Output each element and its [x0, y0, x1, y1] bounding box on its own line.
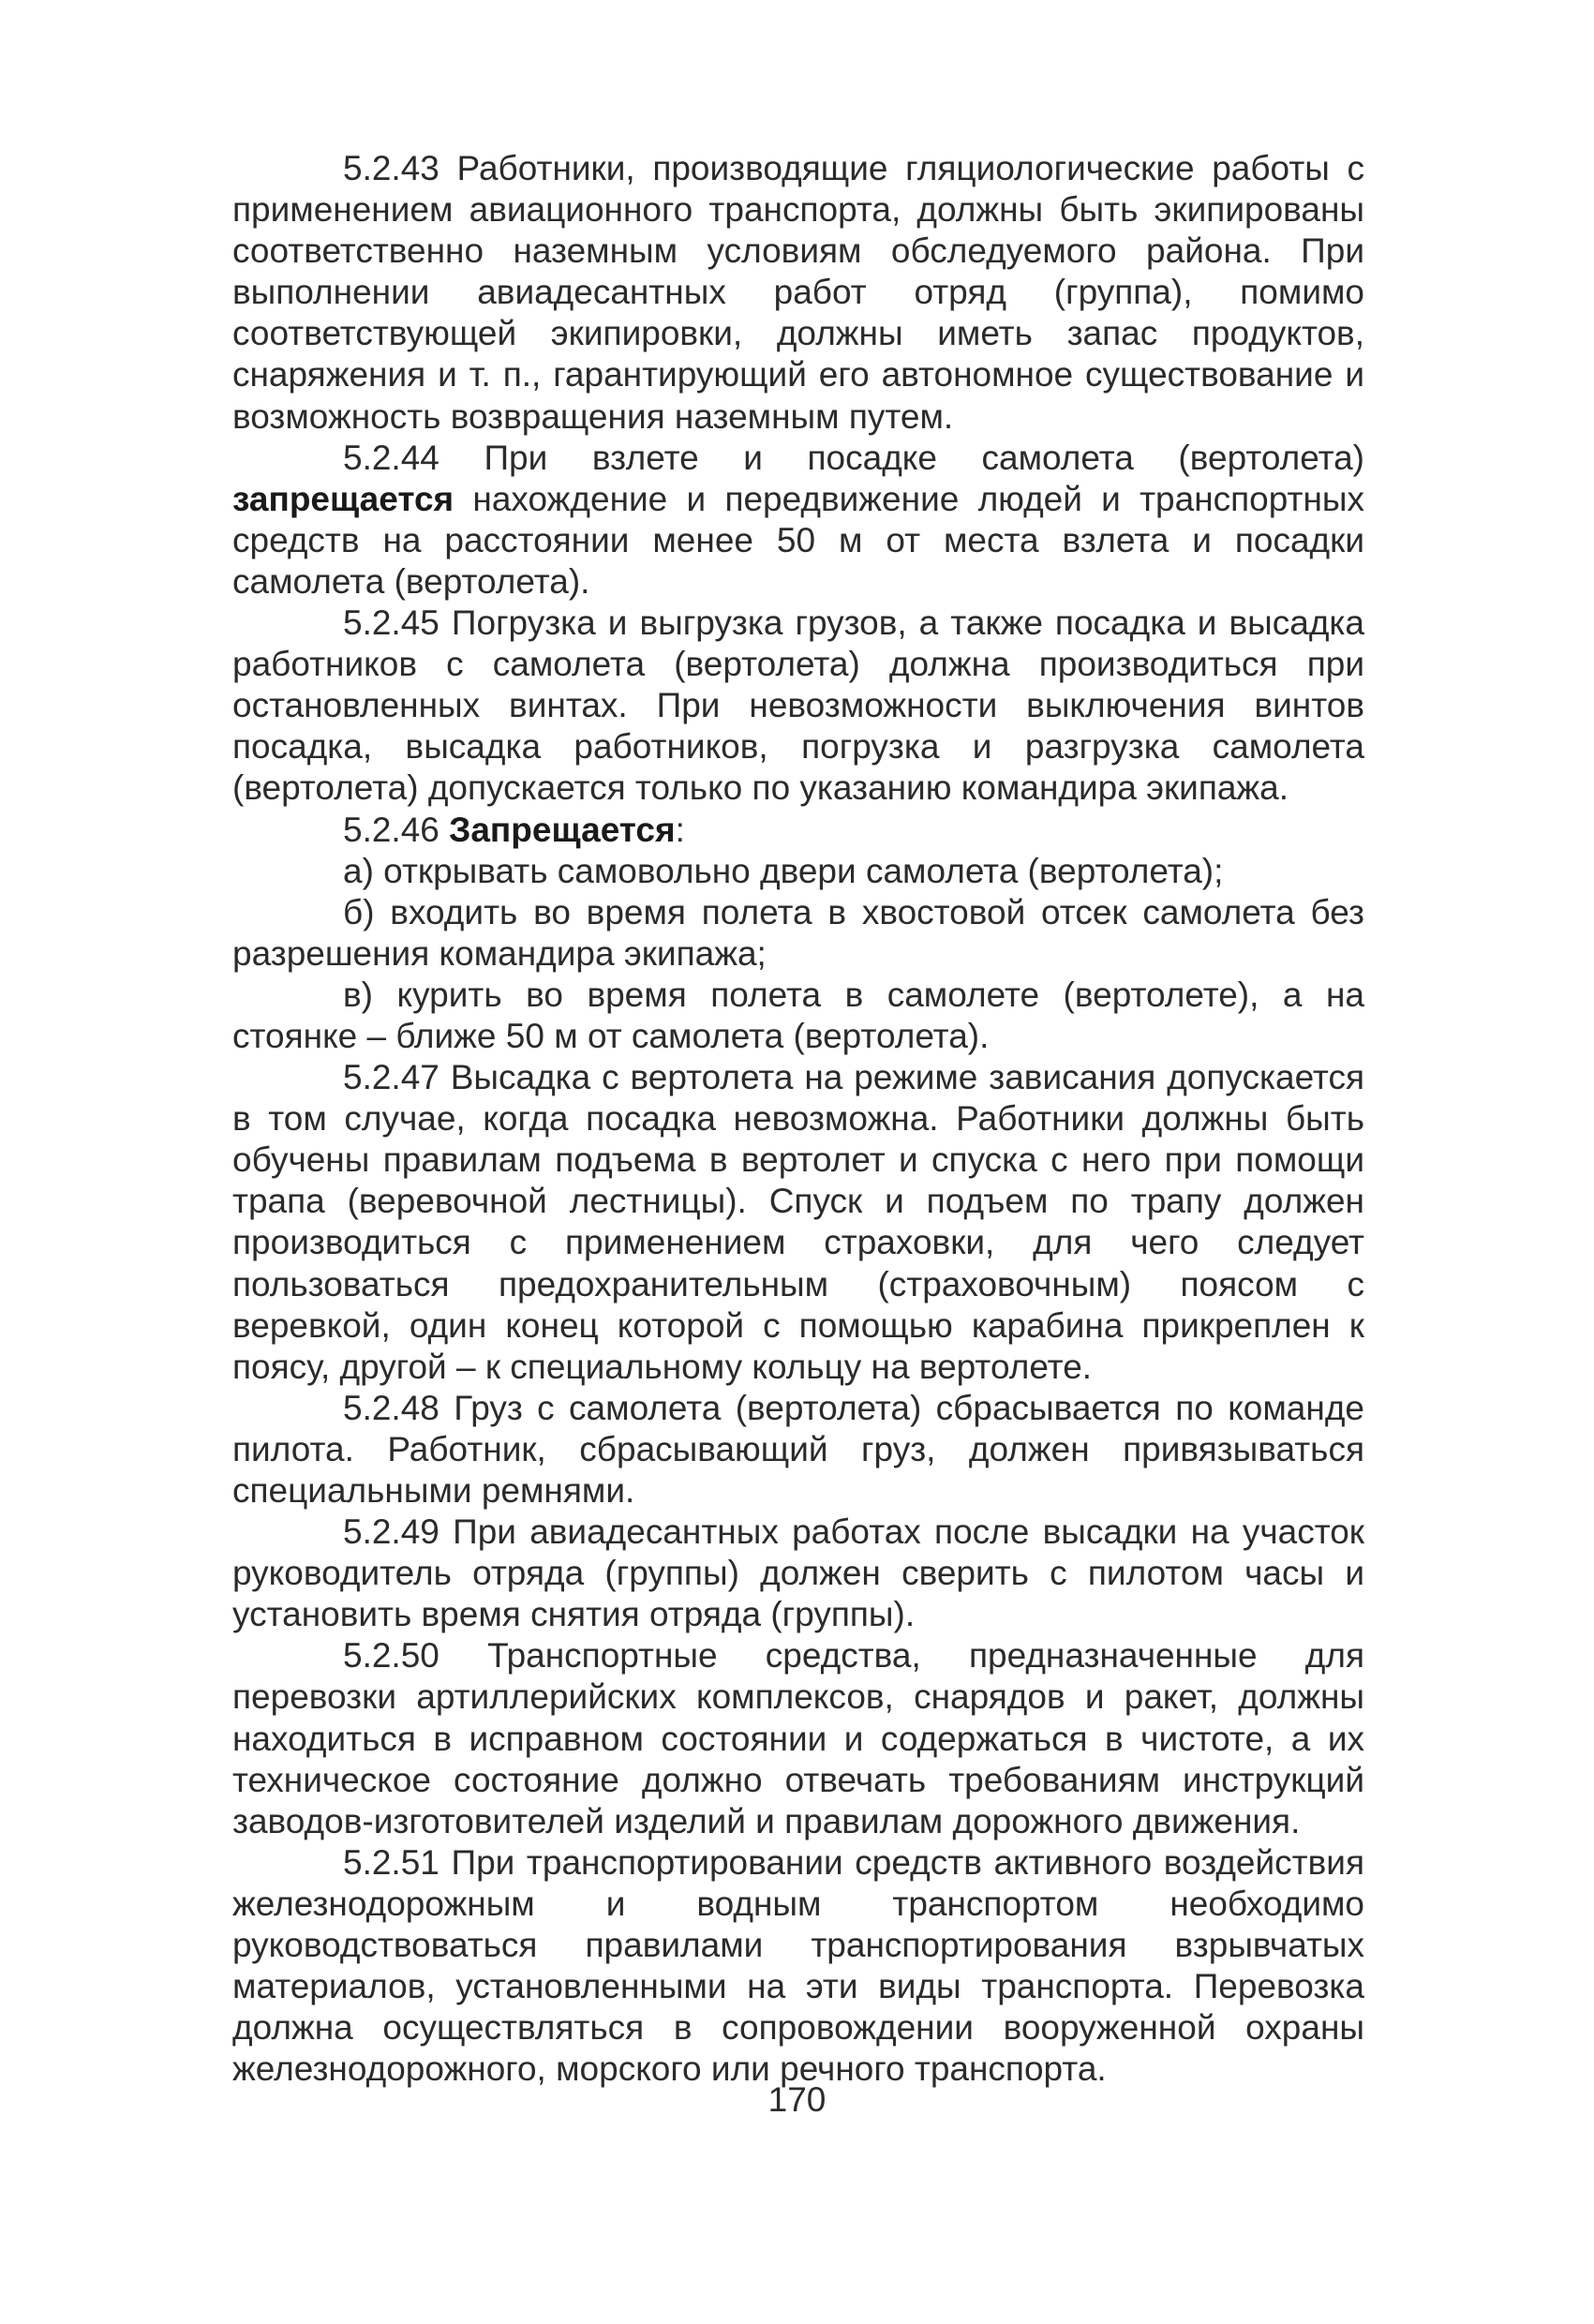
paragraph-text: 5.2.46	[343, 810, 450, 849]
paragraph-text: 5.2.49 При авиадесантных работах после высадки на участок руководитель отряда (группы) должен сверить с пилотом часы и установить время снятия отряда (группы).	[232, 1512, 1364, 1634]
emphasis-prohibited: запрещается	[232, 479, 454, 518]
paragraph-text: 5.2.45 Погрузка и выгрузка грузов, а также посадка и высадка работников с самолета (вертолета) должна производиться при остановленных винтах. При невозможности выключения винтов посадка, высадка работников, погрузка и разгрузка самолета (вертолета) допускается только по указанию командира экипажа.	[232, 603, 1364, 808]
emphasis-prohibited: Запрещается	[449, 810, 676, 849]
paragraph-text: 5.2.50 Транспортные средства, предназначенные для перевозки артиллерийских комплексов, снарядов и ракет, должны находиться в исправном состоянии и содержаться в чистоте, а их техническое состояние должно отвечать требованиям инструкций заводов-изготовителей изделий и правилам дорожного движения.	[232, 1636, 1364, 1840]
paragraph-5-2-48	[232, 1388, 1364, 1512]
paragraph-5-2-51	[232, 1842, 1364, 2091]
paragraph-text: 5.2.47 Высадка с вертолета на режиме зависания допускается в том случае, когда посадка невозможна. Работники должны быть обучены правилам подъема в вертолет и спуска с него при помощи трапа (веревочной лестницы). Спуск и подъем по трапу должен производиться с применением страховки, для чего следует пользоваться предохранительным (страховочным) поясом с веревкой, один конец которой с помощью карабина прикреплен к поясу, другой – к специальному кольцу на вертолете.	[232, 1058, 1364, 1386]
paragraph-text: 5.2.51 При транспортировании средств активного воздействия железнодорожным и водным транспортом необходимо руководствоваться правилами транспортирования взрывчатых материалов, установленными на эти виды транспорта. Перевозка должна осуществляться в сопровождении вооруженной охраны железнодорожного, морского или речного транспорта.	[232, 1842, 1364, 2089]
paragraph-5-2-47	[232, 1057, 1364, 1388]
list-item-v	[232, 975, 1364, 1057]
paragraph-5-2-45	[232, 603, 1364, 809]
list-item-text: б) входить во время полета в хвостовой отсек самолета без разрешения командира экипажа;	[232, 892, 1364, 973]
list-item-text: в) курить во время полета в самолете (вертолете), а на стоянке – ближе 50 м от самолета (вертолета).	[232, 975, 1364, 1055]
list-item-b	[232, 892, 1364, 975]
paragraph-text: нахождение и передвижение людей и транспортных средств на расстоянии менее 50 м от места взлета и посадки самолета (вертолета).	[232, 479, 1364, 601]
list-item-text: а) открывать самовольно двери самолета (вертолета);	[343, 851, 1224, 890]
paragraph-text: 5.2.43 Работники, производящие гляциологические работы с применением авиационного транспорта, должны быть экипированы соответственно наземным условиям обследуемого района. При выполнении авиадесантных работ отряд (группа), помимо соответствующей экипировки, должны иметь запас продуктов, снаряжения и т. п., гарантирующий его автономное существование и возможность возвращения наземным путем.	[232, 149, 1364, 436]
document-page	[232, 148, 1364, 2090]
paragraph-text: 5.2.48 Груз с самолета (вертолета) сбрасывается по команде пилота. Работник, сбрасывающий груз, должен привязываться специальными ремнями.	[232, 1388, 1364, 1510]
paragraph-5-2-50	[232, 1635, 1364, 1841]
paragraph-5-2-44	[232, 438, 1364, 603]
page-number: 170	[767, 2080, 827, 2119]
paragraph-5-2-49	[232, 1512, 1364, 1635]
list-item-a	[232, 851, 1364, 892]
paragraph-5-2-43	[232, 148, 1364, 438]
paragraph-text: :	[675, 810, 685, 849]
paragraph-5-2-46	[232, 810, 1364, 851]
paragraph-text: 5.2.44 При взлете и посадке самолета (вертолета)	[343, 438, 1364, 477]
